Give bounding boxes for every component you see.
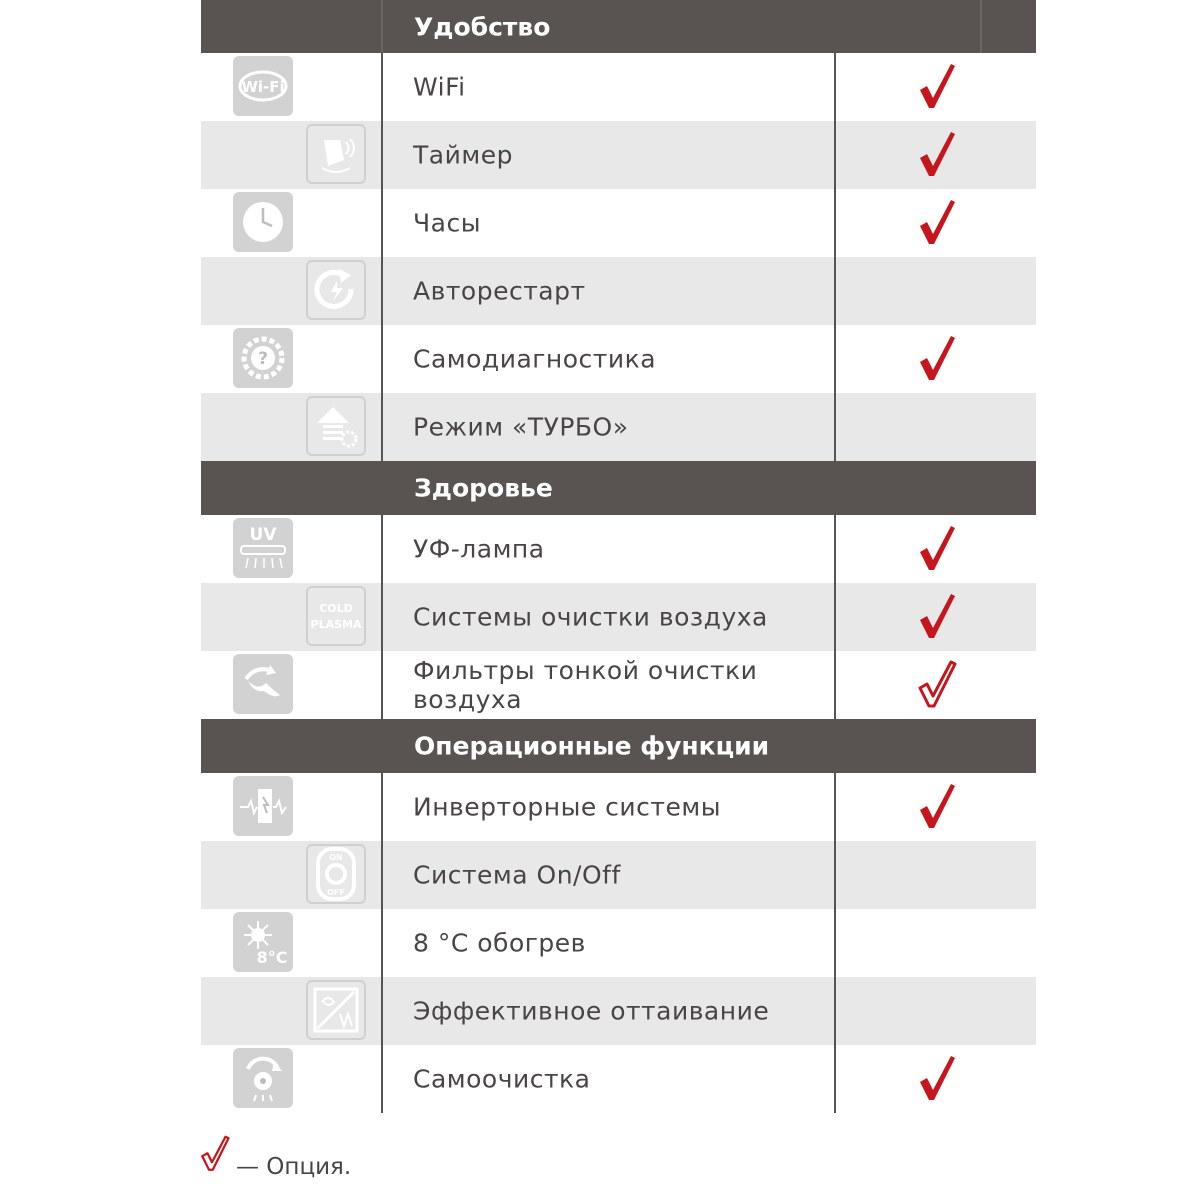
self-diagnosis-icon [233,328,293,388]
feature-row [201,977,1036,1045]
standard-check-icon [917,130,957,180]
section-header [201,0,1036,53]
column-divider [834,393,836,461]
autorestart-icon [306,260,366,320]
feature-row [201,515,1036,583]
column-divider [834,121,836,189]
feature-row [201,773,1036,841]
column-divider [834,515,836,583]
column-divider [381,841,383,909]
column-divider [381,393,383,461]
option-check-icon [917,660,957,710]
svg-text:OFF: OFF [327,888,345,897]
standard-check-icon [917,782,957,832]
feature-row [201,257,1036,325]
standard-check-icon [917,334,957,384]
column-divider [381,53,383,121]
section-title: Удобство [414,12,551,41]
self-clean-icon [233,1048,293,1108]
feature-row [201,841,1036,909]
svg-text:?: ? [258,349,268,369]
column-divider [834,257,836,325]
feature-label: Самоочистка [413,1064,591,1094]
inverter-icon [233,776,293,836]
section-header [201,461,1036,515]
standard-check-icon [917,1054,957,1104]
feature-row [201,53,1036,121]
feature-label: 8 °C обогрев [413,928,586,958]
standard-check-icon [917,592,957,642]
feature-row [201,325,1036,393]
feature-row [201,393,1036,461]
svg-text:COLD: COLD [319,602,353,615]
feature-label: Системы очистки воздуха [413,602,768,632]
clock-icon [233,192,293,252]
header-divider [381,0,383,53]
svg-text:Wi-Fi: Wi-Fi [241,78,285,96]
header-divider [980,0,982,53]
turbo-icon [306,396,366,456]
column-divider [834,651,836,719]
svg-text:ON: ON [329,853,343,862]
feature-row [201,121,1036,189]
svg-text:8°C: 8°C [256,948,288,967]
timer-icon [306,124,366,184]
standard-check-icon [917,524,957,574]
column-divider [834,841,836,909]
column-divider [381,651,383,719]
column-divider [381,325,383,393]
column-divider [834,325,836,393]
column-divider [834,1045,836,1113]
feature-label: Часы [413,208,481,238]
column-divider [834,773,836,841]
section-title: Здоровье [414,473,553,503]
column-divider [381,909,383,977]
fine-filter-icon [233,654,293,714]
feature-label: Режим «ТУРБО» [413,412,629,442]
feature-row [201,189,1036,257]
feature-label: Система On/Off [413,860,621,890]
column-divider [381,977,383,1045]
svg-text:UV: UV [249,525,277,545]
column-divider [834,53,836,121]
section-header [201,719,1036,773]
column-divider [381,121,383,189]
feature-row [201,651,1036,719]
heating-8c-icon [233,912,293,972]
on-off-icon [306,844,366,904]
column-divider [834,909,836,977]
column-divider [381,773,383,841]
column-divider [381,583,383,651]
column-divider [381,189,383,257]
column-divider [834,583,836,651]
standard-check-icon [917,198,957,248]
option-check-icon [200,1132,230,1176]
standard-check-icon [917,62,957,112]
feature-label: Самодиагностика [413,344,657,374]
column-divider [834,189,836,257]
feature-label: Таймер [413,140,513,170]
wifi-icon [233,56,293,116]
feature-row [201,583,1036,651]
uv-lamp-icon [233,518,293,578]
column-divider [381,257,383,325]
defrost-icon [306,980,366,1040]
svg-text:PLASMA: PLASMA [310,618,362,631]
column-divider [381,515,383,583]
feature-label: WiFi [413,72,466,102]
feature-label: Эффективное оттаивание [413,996,770,1026]
column-divider [834,977,836,1045]
feature-row [201,909,1036,977]
cold-plasma-icon [306,586,366,646]
feature-label: УФ-лампа [413,534,545,564]
features-table [201,0,1036,1113]
legend-text: — Опция. [236,1154,352,1180]
feature-label: Инверторные системы [413,792,721,822]
section-title: Операционные функции [414,731,770,761]
feature-label: Фильтры тонкой очистки воздуха [413,656,758,714]
column-divider [381,1045,383,1113]
feature-label: Авторестарт [413,276,586,306]
feature-row [201,1045,1036,1113]
